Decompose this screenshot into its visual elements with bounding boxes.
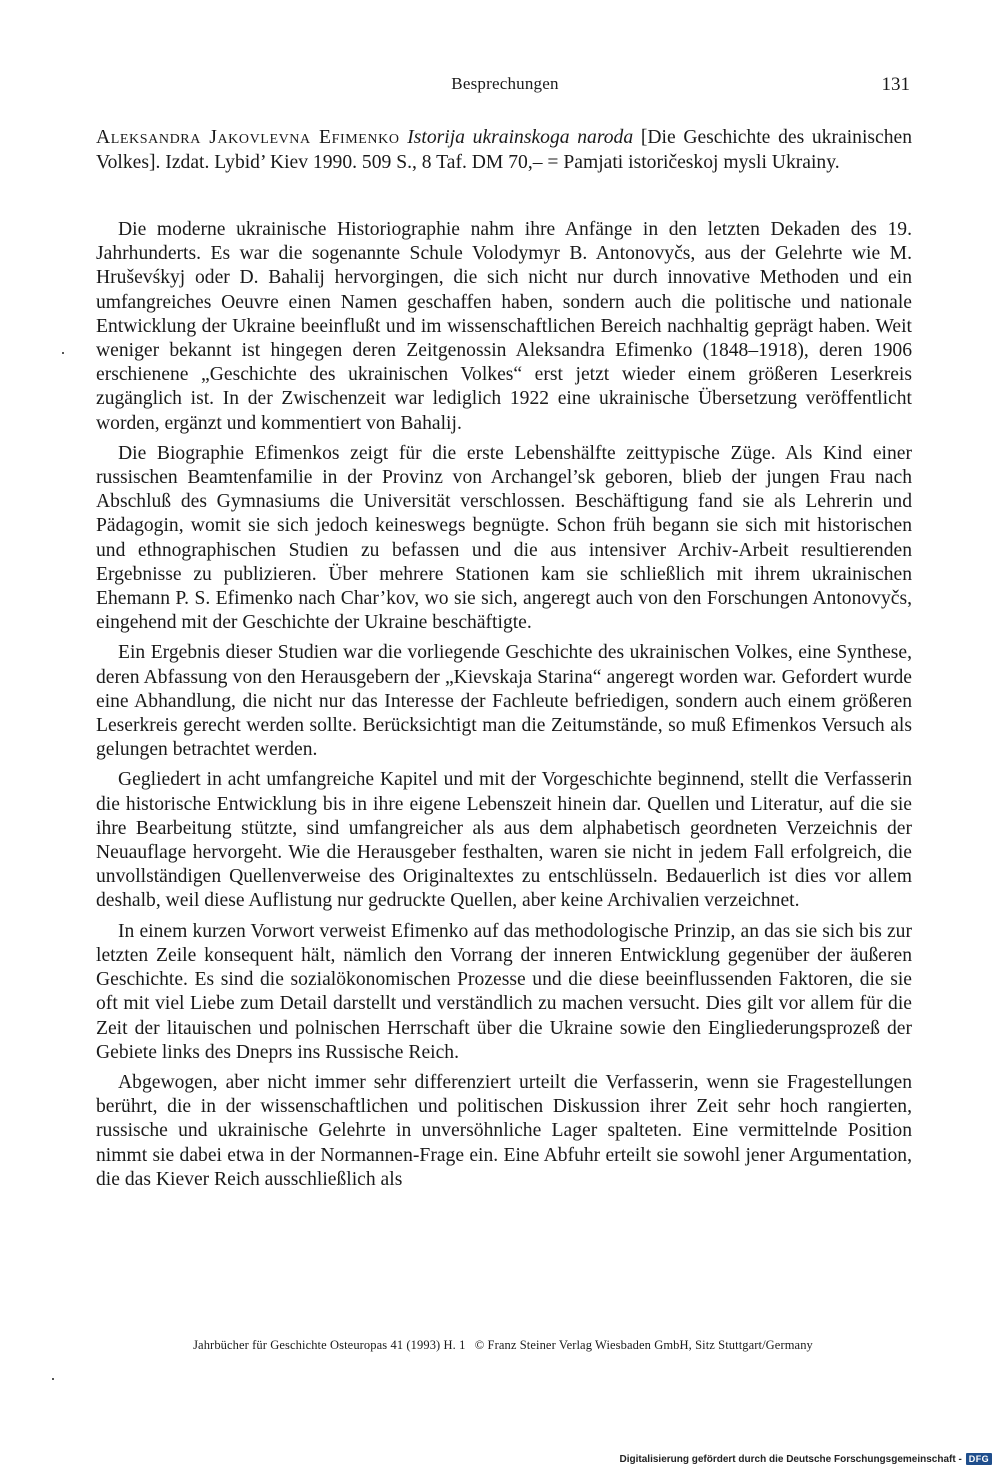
running-head [0, 74, 1000, 100]
review-body [96, 218, 912, 1198]
paragraph-5: In einem kurzen Vorwort verweist Efimenko auf das methodologische Prinzip, an das sie sich bis zur letzten Zeile konsequent hält, nämlich den Vorrang der inneren Entwicklung gegenüber der äußeren Geschichte. Es sind die sozialökonomischen Prozesse und die diese beeinflussenden Faktoren, die sie oft mit viel Liebe zum Detail darstellt und verständlich zu machen versucht. Dies gilt vor allem für die Zeit der litauischen und polnischen Herrschaft über die Ukraine sowie den Eingliederungsprozeß der Gebiete links des Dneprs ins Russische Reich. [96, 920, 912, 1063]
paragraph-3: Ein Ergebnis dieser Studien war die vorliegende Geschichte des ukrainischen Volkes, eine Synthese, deren Abfassung von den Herausgebern der „Kievskaja Starina“ angeregt worden war. Gefordert wurde eine Abhandlung, die nicht nur das Interesse der Fachleute befriedigen, sondern auch einem größeren Leserkreis gerecht werden sollte. Berücksichtigt man die Zeitumstände, so muß Efimenkos Versuch als gelungen betrachtet werden. [96, 642, 912, 761]
scan-speck [62, 352, 64, 354]
paragraph-1: Die moderne ukrainische Historiographie nahm ihre Anfänge in den letzten Dekaden des 19. Jahrhunderts. Es war die sogenannte Schule Volodymyr B. Antonovyčs, aus der Gelehrte wie M. Hruševśkyj oder D. Bahalij hervorgingen, die sich nicht nur durch innovative Methoden und ein umfangreiches Oeuvre einen Namen geschaffen haben, sondern auch die politische und nationale Entwicklung der Ukraine beeinflußt und im wissenschaftlichen Bereich nachhaltig geprägt haben. Weit weniger bekannt ist hingegen deren Zeitgenossin Aleksandra Efimenko (1848–1918), deren 1906 erschienene „Geschichte des ukrainischen Volkes“ erst jetzt wieder einem größeren Leserkreis zugänglich ist. In der Zwischenzeit war lediglich 1922 eine ukrainische Übersetzung veröffentlicht worden, ergänzt und kommentiert von Bahalij. [96, 219, 912, 434]
page-number: 131 [881, 74, 910, 95]
digitization-credit-text: Digitalisierung gefördert durch die Deutsche Forschungsgemeinschaft - [619, 1453, 962, 1465]
footer-publisher: © Franz Steiner Verlag Wiesbaden GmbH, Sitz Stuttgart/Germany [474, 1338, 813, 1352]
running-title: Besprechungen [451, 74, 559, 93]
digitization-credit [620, 1452, 992, 1466]
footer-journal: Jahrbücher für Geschichte Osteuropas 41 (1993) H. 1 [193, 1338, 466, 1352]
book-citation [96, 126, 912, 176]
paragraph-2: Die Biographie Efimenkos zeigt für die erste Lebenshälfte zeittypische Züge. Als Kind einer russischen Beamtenfamilie in der Provinz von Archangel’sk geboren, blieb der jungen Frau nach Abschluß des Gymnasiums die Universität verschlossen. Beschäftigung fand sie als Lehrerin und Pädagogin, womit sie sich jedoch keineswegs begnügte. Schon früh begann sie sich mit historischen und ethnographischen Studien zu befassen und die aus intensiver Archiv-Arbeit resultierenden Ergebnisse zu publizieren. Über mehrere Stationen kam sie schließlich mit ihrem ukrainischen Ehemann P. S. Efimenko nach Char’kov, wo sie sich, angeregt auch von den Forschungen Antonovyčs, eingehend mit der Geschichte der Ukraine beschäftigte. [96, 442, 912, 634]
paragraph-4: Gegliedert in acht umfangreiche Kapitel und mit der Vorgeschichte beginnend, stellt die Verfasserin die historische Entwicklung bis in ihre eigene Lebenszeit hinein dar. Quellen und Literatur, auf die sie ihre Bearbeitung stützte, sind umfangreicher als aus dem alphabetisch geordneten Verzeichnis der Neuauflage hervorgeht. Wie die Herausgeber festhalten, waren sie nicht in jedem Fall erfolgreich, die unvollständigen Quellenverweise des Originaltextes zu entschlüsseln. Bedauerlich ist dies vor allem deshalb, weil diese Auflistung nur gedruckte Quellen, aber keine Archivalien verzeichnet. [96, 769, 912, 912]
paragraph-6: Abgewogen, aber nicht immer sehr differenziert urteilt die Verfasserin, wenn sie Fragestellungen berührt, die in der wissenschaftlichen und politischen Diskussion ihrer Zeit sehr hoch rangierten, russische und ukrainische Gelehrte in unversöhnliche Lager spalteten. Eine vermittelnde Position nimmt sie dabei etwa in der Normannen-Frage ein. Eine Abfuhr erteilt sie sowohl jener Argumentation, die das Kiever Reich ausschließlich als [96, 1071, 912, 1190]
citation-author: Aleksandra Jakovlevna Efimenko [96, 127, 400, 148]
citation-title: Istorija ukrainskoga naroda [407, 127, 634, 148]
scan-speck [52, 1378, 54, 1380]
journal-footer [0, 1338, 1000, 1353]
citation-details: [Die Geschichte des ukrainischen Volkes]. Izdat. Lybid’ Kiev 1990. 509 S., 8 Taf. DM 70,– = Pamjati istoričeskoj mysli Ukrainy. [96, 127, 912, 173]
dfg-logo-icon: DFG [966, 1453, 992, 1465]
